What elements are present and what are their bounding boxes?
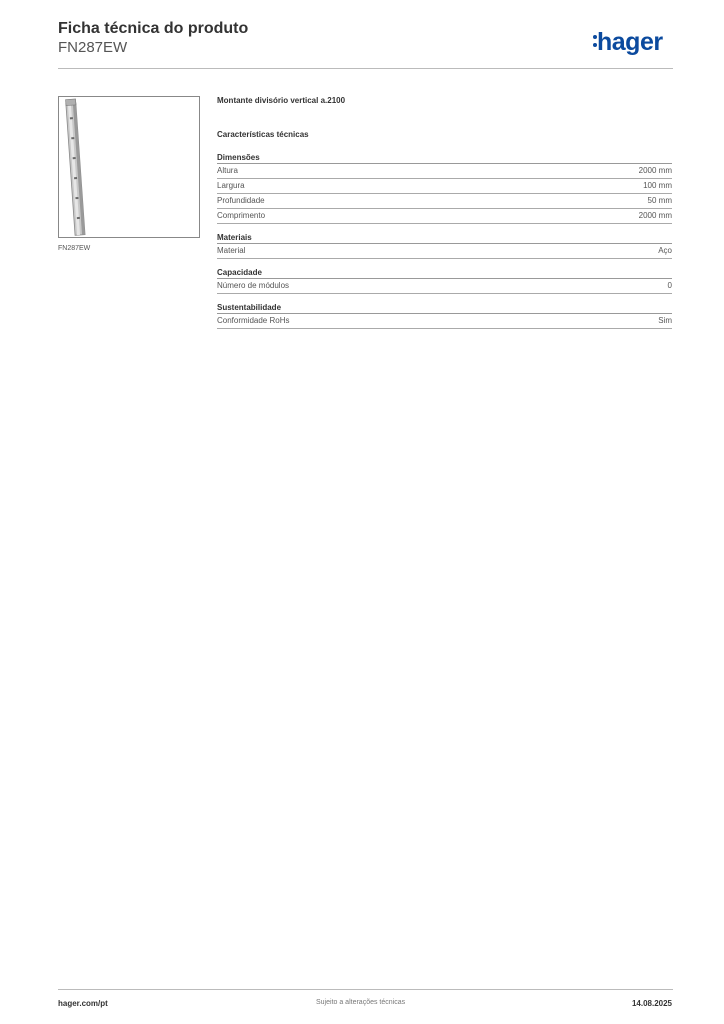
logo-dots-icon	[593, 35, 597, 49]
spec-group-materiais	[217, 233, 672, 259]
page-title: Ficha técnica do produto	[58, 20, 249, 37]
image-caption: FN287EW	[58, 245, 91, 252]
spec-row	[217, 244, 672, 259]
spec-value: Sim	[658, 316, 672, 325]
group-title: Capacidade	[217, 268, 672, 279]
vertical-divider-image	[59, 97, 199, 237]
spec-value: 0	[667, 281, 672, 290]
spec-group-dimensoes	[217, 153, 672, 224]
spec-label: Largura	[217, 181, 245, 190]
spec-label: Comprimento	[217, 211, 266, 220]
spec-row	[217, 194, 672, 209]
footer-website-link[interactable]: hager.com/pt	[58, 999, 108, 1008]
group-title: Dimensões	[217, 153, 672, 164]
product-name: Montante divisório vertical a.2100	[217, 96, 346, 105]
footer-date: 14.08.2025	[631, 999, 672, 1008]
header-divider	[58, 68, 673, 69]
spec-value: 2000 mm	[638, 166, 672, 175]
logo-text: hager	[597, 28, 663, 56]
spec-row	[217, 209, 672, 224]
spec-label: Material	[217, 246, 246, 255]
spec-value: 100 mm	[643, 181, 672, 190]
spec-row	[217, 279, 672, 294]
spec-value: Aço	[658, 246, 672, 255]
group-title: Materiais	[217, 233, 672, 244]
spec-label: Conformidade RoHs	[217, 316, 290, 325]
spec-row	[217, 179, 672, 194]
spec-value: 50 mm	[647, 196, 672, 205]
hager-logo	[593, 28, 663, 57]
product-code: FN287EW	[58, 39, 128, 56]
spec-content	[217, 96, 672, 338]
spec-group-sustentabilidade	[217, 303, 672, 329]
spec-label: Altura	[217, 166, 238, 175]
product-image	[58, 96, 200, 238]
spec-group-capacidade	[217, 268, 672, 294]
spec-label: Profundidade	[217, 196, 265, 205]
group-title: Sustentabilidade	[217, 303, 672, 314]
footer-note: Sujeito a alterações técnicas	[316, 999, 406, 1006]
section-title: Características técnicas	[217, 130, 309, 139]
footer-divider	[58, 989, 673, 990]
spec-label: Número de módulos	[217, 281, 290, 290]
spec-value: 2000 mm	[638, 211, 672, 220]
spec-row	[217, 314, 672, 329]
spec-row	[217, 164, 672, 179]
